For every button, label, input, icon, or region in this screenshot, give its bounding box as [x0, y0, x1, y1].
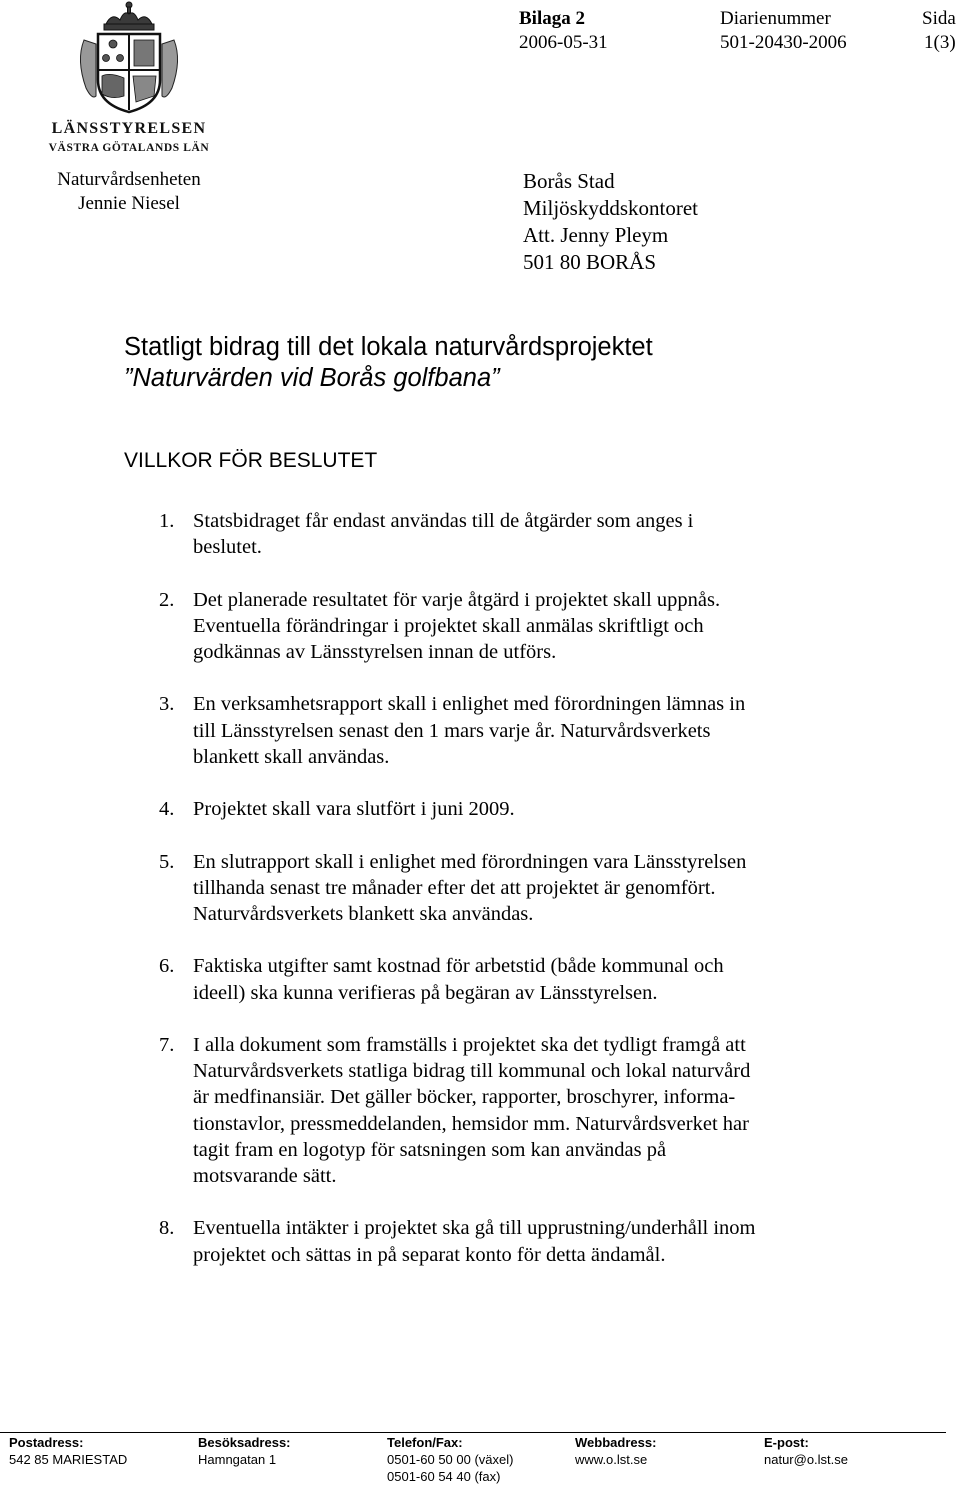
postal-value: 542 85 MARIESTAD: [9, 1452, 128, 1467]
web-link[interactable]: www.o.lst.se: [575, 1452, 648, 1467]
logo-text-line1: LÄNSSTYRELSEN: [51, 120, 207, 137]
condition-text: I alla dokument som framställs i projektet ska det tydligt framgå att Naturvårdsverkets statliga bidrag till kommunal och lokal naturvård är medfinansiär. Det gäller böcker, rapporter, broschyrer, informa- tionstavlor, pressmeddelanden, hemsidor mm. Naturvårdsverket har tagit fram en logotyp för satsningen som kan användas på motsvarande sätt.: [193, 1033, 751, 1187]
footer-visit: [198, 1434, 291, 1468]
footer-email: [764, 1434, 848, 1468]
condition-item: [124, 587, 824, 666]
condition-number: 5.: [159, 850, 175, 873]
condition-number: 3.: [159, 693, 175, 716]
visit-label: Besöksadress:: [198, 1435, 291, 1450]
diarie-number: 501-20430-2006: [720, 32, 847, 53]
condition-text: En verksamhetsrapport skall i enlighet med förordningen lämnas in till Länsstyrelsen senast den 1 mars varje år. Naturvårdsverkets blankett skall användas.: [193, 693, 746, 768]
sender-block: [0, 168, 258, 216]
title-line2: ”Naturvärden vid Borås golfbana”: [124, 364, 500, 392]
diarie-label: Diarienummer: [720, 8, 831, 29]
fax-value: 0501-60 54 40 (fax): [387, 1469, 501, 1484]
recipient-line: Borås Stad: [523, 169, 615, 193]
bilaga-label: Bilaga 2: [519, 8, 585, 29]
condition-item: [124, 1215, 824, 1267]
condition-number: 2.: [159, 588, 175, 611]
postal-label: Postadress:: [9, 1435, 84, 1450]
footer-phone: [387, 1434, 513, 1485]
condition-text: Eventuella intäkter i projektet ska gå till upprustning/underhåll inom projektet och sättas in på separat konto för detta ändamål.: [193, 1217, 756, 1266]
condition-text: Faktiska utgifter samt kostnad för arbetstid (både kommunal och ideell) ska kunna verifieras på begäran av Länsstyrelsen.: [193, 955, 724, 1004]
conditions-list: [124, 508, 824, 1294]
condition-number: 6.: [159, 955, 175, 978]
coat-of-arms-icon: [40, 0, 218, 118]
condition-text: Projektet skall vara slutfört i juni 2009.: [193, 798, 515, 821]
document-title: [124, 332, 653, 394]
sender-unit: Naturvårdsenheten: [57, 169, 201, 190]
condition-number: 7.: [159, 1033, 175, 1056]
condition-item: [124, 508, 824, 560]
email-label: E-post:: [764, 1435, 809, 1450]
condition-item: [124, 849, 824, 928]
sender-name: Jennie Niesel: [78, 193, 180, 214]
document-date: 2006-05-31: [519, 32, 608, 53]
condition-text: Det planerade resultatet för varje åtgärd i projektet skall uppnås. Eventuella förändringar i projektet skall anmälas skriftligt och godkännas av Länsstyrelsen innan de utförs.: [193, 588, 721, 663]
page-label: Sida: [922, 8, 956, 29]
footer-postal: [9, 1434, 127, 1468]
condition-number: 1.: [159, 510, 175, 532]
web-label: Webbadress:: [575, 1435, 657, 1450]
condition-item: [124, 953, 824, 1005]
recipient-line: 501 80 BORÅS: [523, 250, 657, 274]
condition-item: [124, 1032, 824, 1189]
condition-number: 8.: [159, 1217, 175, 1240]
recipient-line: Miljöskyddskontoret: [523, 196, 699, 220]
footer-web: [575, 1434, 656, 1468]
email-link[interactable]: natur@o.lst.se: [764, 1452, 849, 1467]
lansstyrelsen-logo: [40, 0, 218, 162]
condition-text: En slutrapport skall i enlighet med förordningen vara Länsstyrelsen tillhanda senast tre månader efter det att projektet är genomfört. Naturvårdsverkets blankett ska användas.: [193, 850, 747, 925]
phone-value: 0501-60 50 00 (växel): [387, 1452, 514, 1467]
condition-item: [124, 691, 824, 770]
page-number: 1(3): [924, 32, 956, 53]
section-heading: VILLKOR FÖR BESLUTET: [124, 449, 378, 472]
visit-value: Hamngatan 1: [198, 1452, 277, 1467]
condition-number: 4.: [159, 798, 175, 821]
logo-text-line2: VÄSTRA GÖTALANDS LÄN: [48, 142, 210, 154]
title-line1: Statligt bidrag till det lokala naturvårdsprojektet: [124, 333, 653, 361]
recipient-address: [523, 168, 698, 276]
condition-text: Statsbidraget får endast användas till de åtgärder som anges i beslutet.: [193, 510, 694, 559]
phone-label: Telefon/Fax:: [387, 1435, 463, 1450]
recipient-line: Att. Jenny Pleym: [523, 223, 669, 247]
footer-divider: [0, 1432, 946, 1433]
condition-item: [124, 796, 824, 822]
